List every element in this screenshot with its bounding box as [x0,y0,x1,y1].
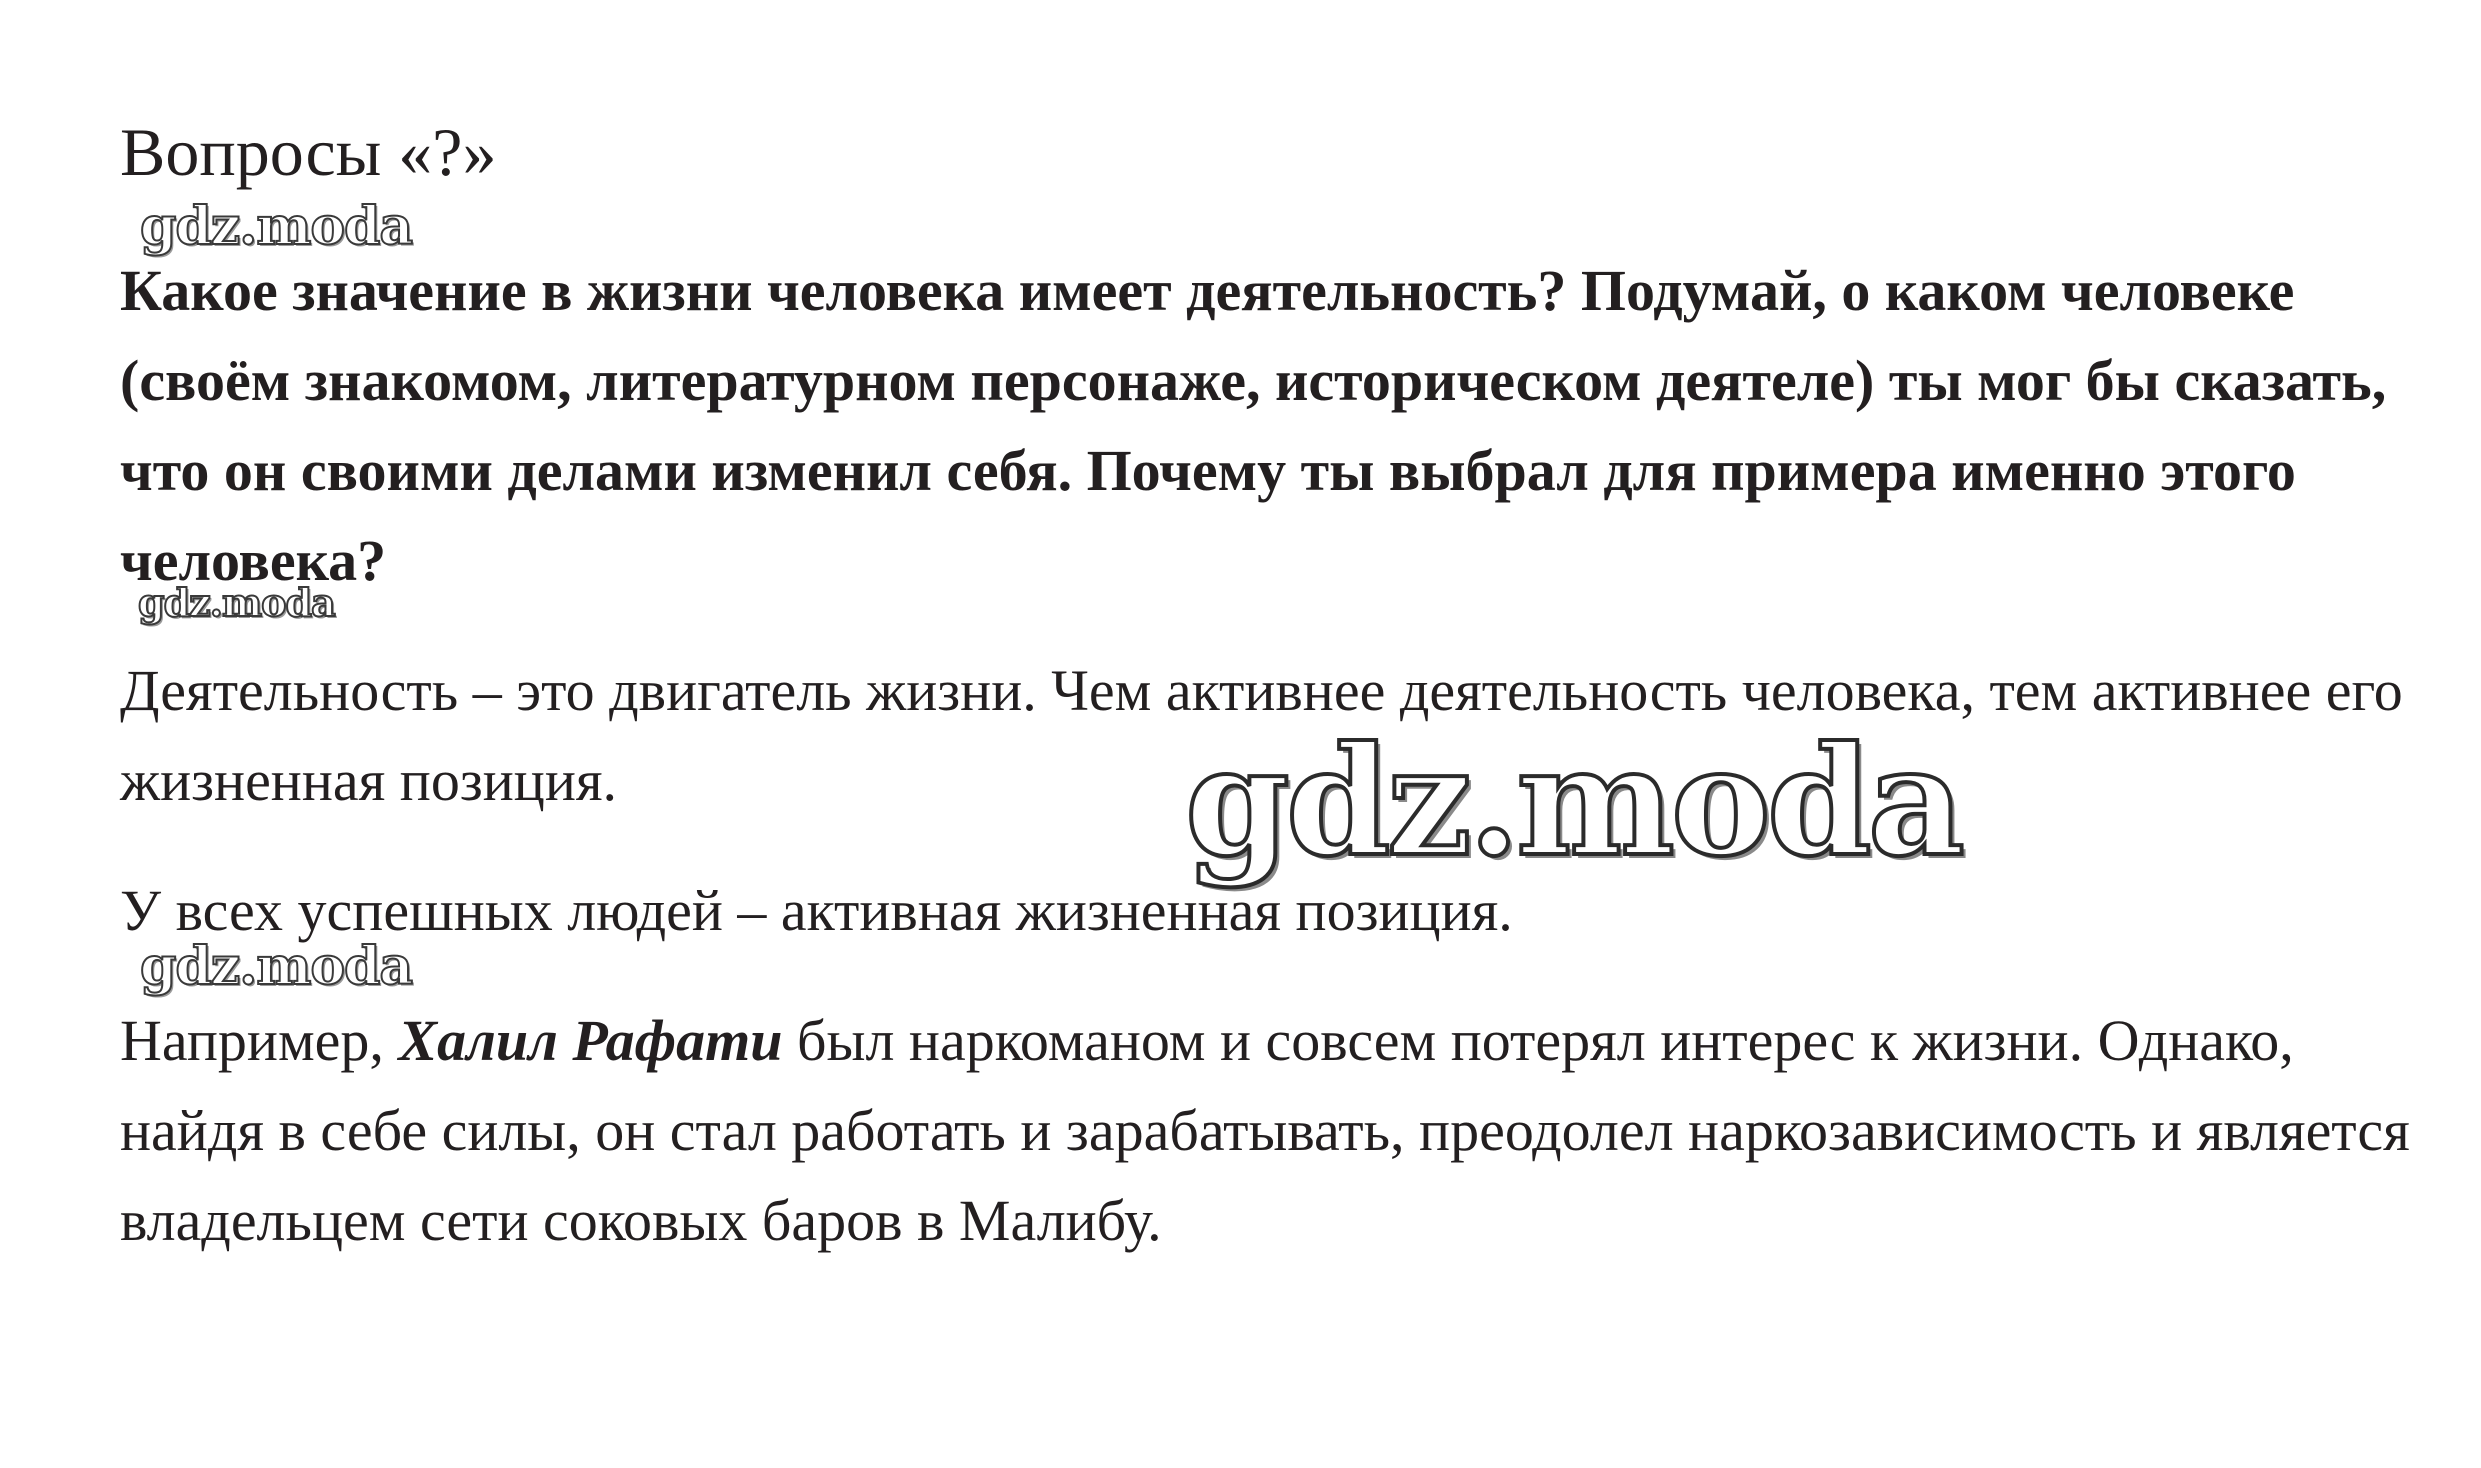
watermark-logo: gdz.moda [140,936,413,997]
watermark-logo: gdz.moda [138,580,335,625]
question-text: Какое значение в жизни человека имеет деятельность? Подумай, о каком человеке (своём знакомом, литературном персонаже, историческом деятеле) ты мог бы сказать, что он своими делами изменил себя. Почему ты выбрал для примера именно этого человека? [120,258,2387,593]
watermark-logo-large: gdz.moda [1185,714,1962,890]
answer-paragraph-3 [120,996,2410,1266]
answer-paragraph-3-rest: был наркоманом и совсем потерял интерес к жизни. Однако, найдя в себе силы, он стал работать и зарабатывать, преодолел наркозависимость и является владельцем сети соковых баров в Малибу. [120,1008,2410,1253]
section-heading: Вопросы «?» [120,114,497,190]
answer-paragraph-3-prefix: Например, [120,1008,399,1073]
answer-paragraph-2: У всех успешных людей – активная жизненная позиция. [120,878,1513,943]
person-name: Халил Рафати [398,1008,783,1073]
answer-paragraph-1: Деятельность – это двигатель жизни. Чем активнее деятельность человека, тем активнее его жизненная позиция. [120,658,2403,813]
watermark-logo: gdz.moda [140,196,413,257]
